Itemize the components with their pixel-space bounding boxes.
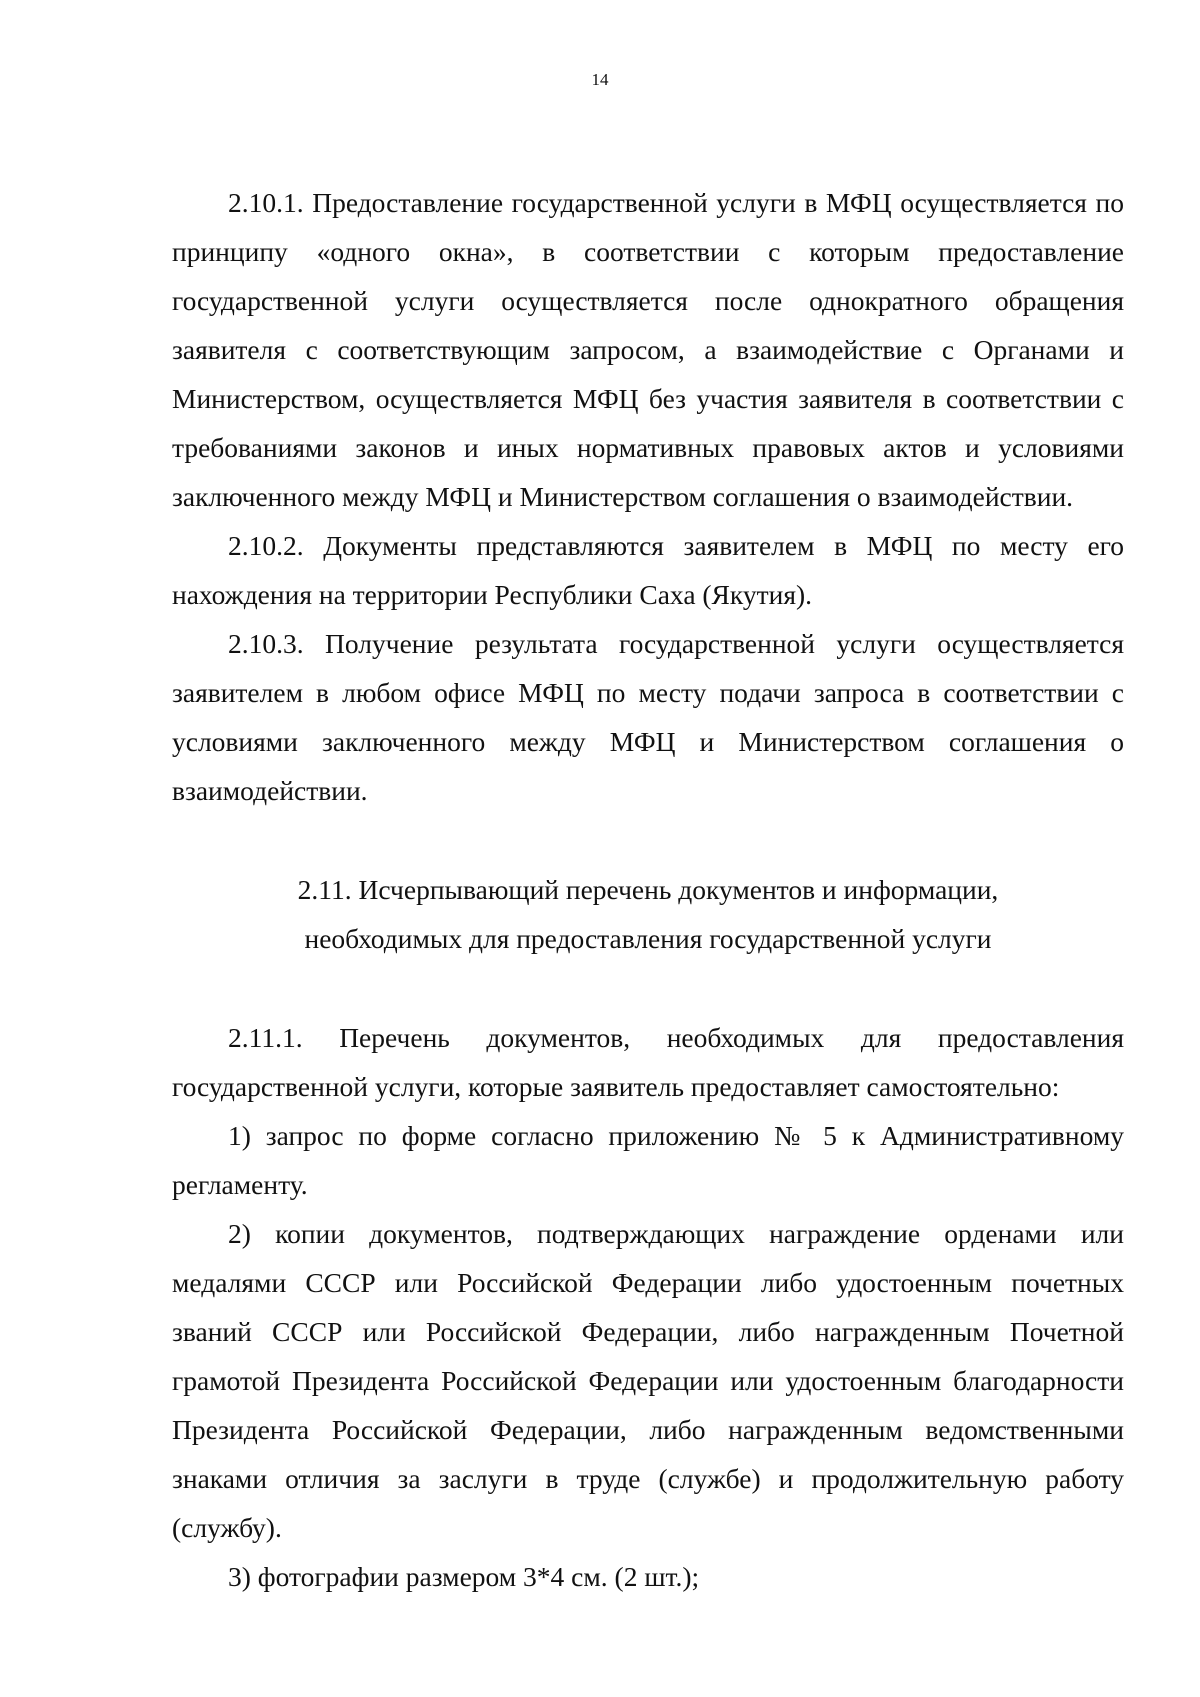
page-number: 14 [591,70,609,89]
paragraph-2-10-3: 2.10.3. Получение результата государственной услуги осуществляется заявителем в любом офисе МФЦ по месту подачи запроса в соответствии с условиями заключенного между МФЦ и Министерством соглашения о взаимодействии. [172,628,1124,806]
paragraph-2-11-1: 2.11.1. Перечень документов, необходимых для предоставления государственной услуги, которые заявитель предоставляет самостоятельно: [172,1022,1124,1102]
section-heading-line-1: 2.11. Исчерпывающий перечень документов и информации, [297,874,999,905]
document-body [172,178,1124,1601]
section-heading-2-11 [172,865,1124,963]
list-item-2: 2) копии документов, подтверждающих награждение орденами или медалями СССР или Российской Федерации либо удостоенным почетных званий СССР или Российской Федерации, либо награжденным Почетной грамотой Президента Российской Федерации или удостоенным благодарности Президента Российской Федерации, либо награжденным ведомственными знаками отличия за заслуги в труде (службе) и продолжительную работу (службу). [172,1218,1124,1543]
list-item-3: 3) фотографии размером 3*4 см. (2 шт.); [228,1561,700,1592]
list-item-1: 1) запрос по форме согласно приложению № 5 к Административному регламенту. [172,1120,1124,1200]
section-heading-line-2: необходимых для предоставления государственной услуги [304,923,992,954]
paragraph-2-10-1: 2.10.1. Предоставление государственной услуги в МФЦ осуществляется по принципу «одного окна», в соответствии с которым предоставление государственной услуги осуществляется после однократного обращения заявителя с соответствующим запросом, а взаимодействие с Органами и Министерством, осуществляется МФЦ без участия заявителя в соответствии с требованиями законов и иных нормативных правовых актов и условиями заключенного между МФЦ и Министерством соглашения о взаимодействии. [172,187,1124,512]
paragraph-2-10-2: 2.10.2. Документы представляются заявителем в МФЦ по месту его нахождения на территории Республики Саха (Якутия). [172,530,1124,610]
